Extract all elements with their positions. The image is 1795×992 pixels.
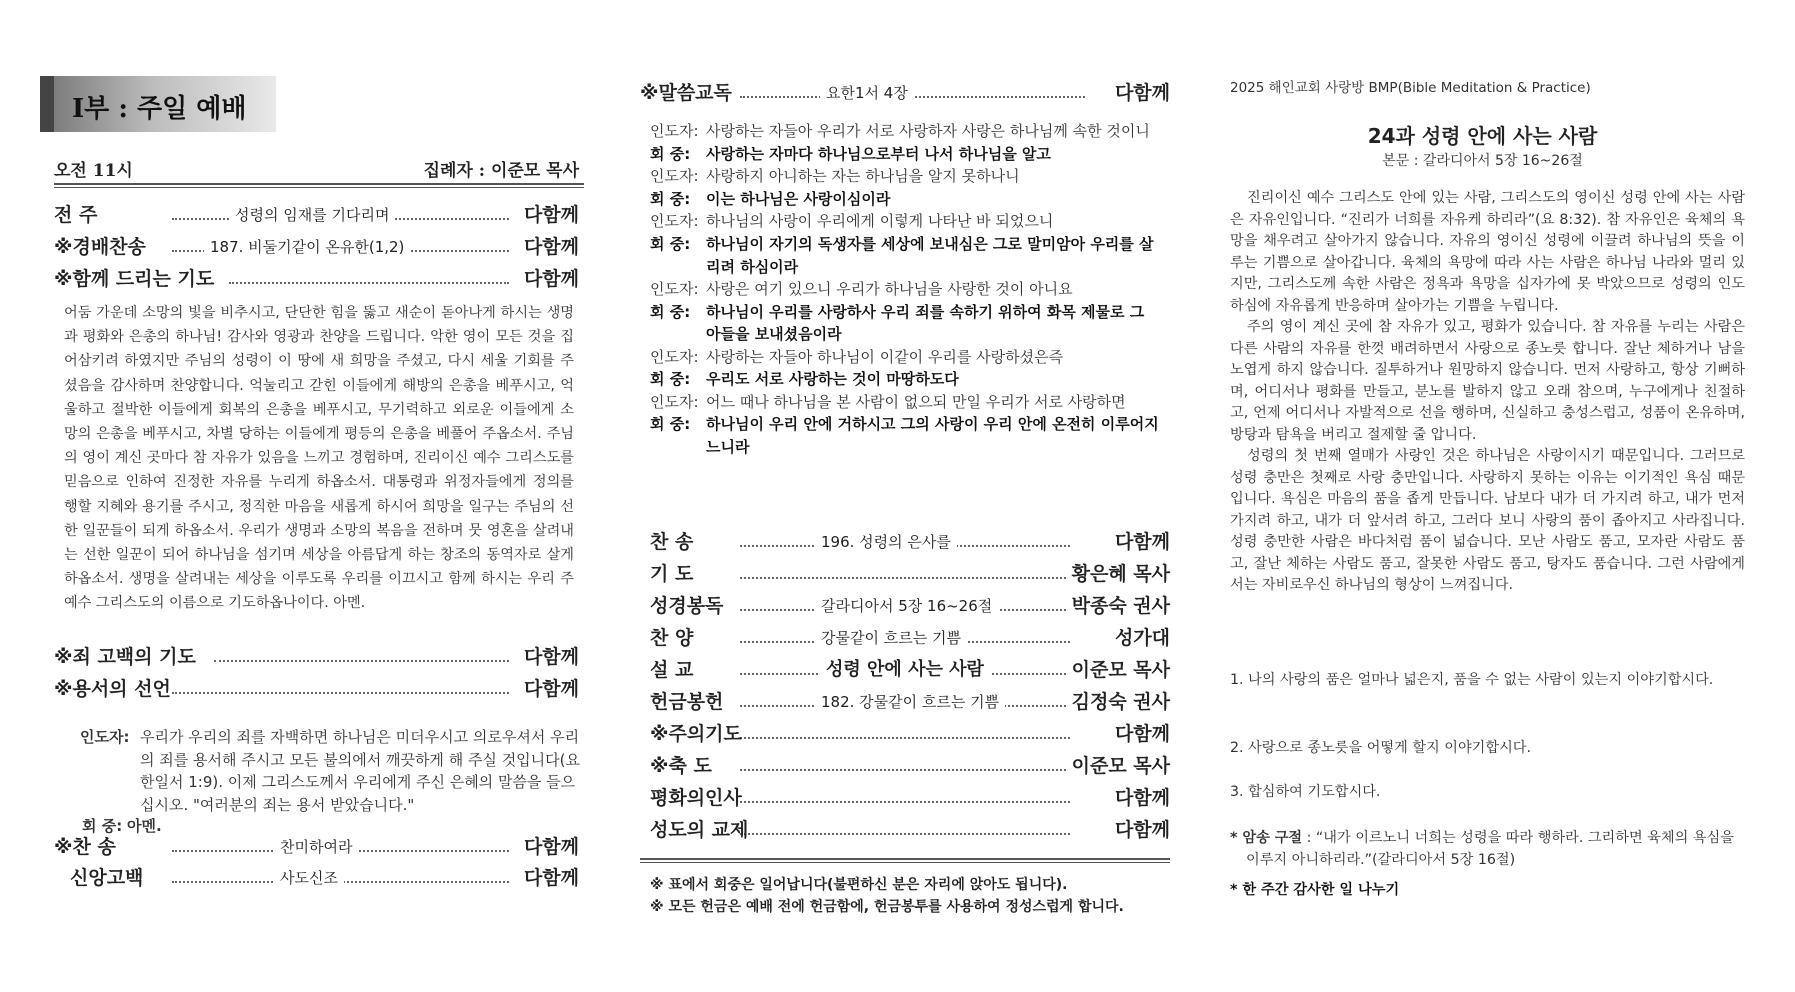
order-item-leader: 이준모 목사 <box>1068 655 1170 685</box>
order-row <box>54 863 579 893</box>
order-item-leader: 다함께 <box>1111 78 1170 108</box>
order-item-label: 기 도 <box>650 563 694 585</box>
reading-text: 하나님이 자기의 독생자를 세상에 보내심은 그로 말미암아 우리를 살리려 하심이라 <box>706 235 1154 276</box>
reading-text: 사랑은 여기 있으니 우리가 하나님을 사랑한 것이 아니요 <box>706 280 1073 298</box>
lesson-paragraph: 주의 영이 계신 곳에 참 자유가 있고, 평화가 있습니다. 참 자유를 누리는 사람은 다른 사람의 자유를 한껏 배려하면서 사랑으로 종노릇 합니다. 잘난 체하거나 남을 노엽게 하지 않습니다. 질투하거나 원망하지 않습니다. 먼저 사랑하고, 항상 기뻐하며, 어디서나 평화를 만들고, 분노를 발하지 않고 오래 참으며, 누구에게나 친절하고, 언제 어디서나 자발적으로 선을 행하며, 신실하고 충성스럽고, 성품이 온유하며, 방탕과 탐욕을 버리고 절제할 줄 압니다. <box>1230 319 1745 443</box>
order-item-leader: 다함께 <box>520 863 579 893</box>
speaker-label: 회 중: <box>650 370 691 389</box>
order-row <box>650 815 1170 845</box>
speaker-label: 인도자: <box>650 122 699 140</box>
order-item-label: ※죄 고백의 기도 <box>54 646 196 668</box>
order-row <box>650 527 1170 557</box>
leader-dots <box>172 692 509 694</box>
order-row <box>650 687 1170 717</box>
order-item-detail: 사도신조 <box>274 863 344 893</box>
reading-text: 하나님이 우리를 사랑하사 우리 죄를 속하기 위하여 화목 제물로 그 아들을 보내셨음이라 <box>706 302 1145 344</box>
order-item-label: ※경배찬송 <box>54 236 146 258</box>
order-item-leader: 김정숙 권사 <box>1068 687 1170 717</box>
reading-text: 하나님이 우리 안에 거하시고 그의 사랑이 우리 안에 온전히 이루어지느니라 <box>706 415 1159 456</box>
order-item-label: 성도의 교제 <box>650 819 749 841</box>
order-row <box>650 719 1170 749</box>
reading-text: 사랑하는 자들아 우리가 서로 사랑하자 사랑은 하나님께 속한 것이니 <box>706 122 1150 140</box>
leader-dots <box>229 282 509 284</box>
order-row <box>650 751 1170 781</box>
order-item-label: 성경봉독 <box>650 595 724 617</box>
order-row <box>54 200 579 230</box>
speaker-label: 회 중: <box>650 415 691 434</box>
order-item-detail: 강물같이 흐르는 기쁨 <box>815 623 967 653</box>
order-item-label: ※주의기도 <box>650 723 742 745</box>
order-item-leader: 다함께 <box>1111 783 1170 813</box>
study-header: 2025 해인교회 사랑방 BMP(Bible Meditation & Practice) <box>1230 80 1591 96</box>
order-item-label: ※용서의 선언 <box>54 678 171 700</box>
leader-dots <box>740 769 1070 771</box>
order-item-label: 설 교 <box>650 659 694 681</box>
reading-text: 어느 때나 하나님을 본 사람이 없으되 만일 우리가 서로 사랑하면 <box>706 392 1126 411</box>
reading-text: 사랑하는 자마다 하나님으로부터 나서 하나님을 알고 <box>706 144 1051 163</box>
absolution-text: 우리가 우리의 죄를 자백하면 하나님은 미더우시고 의로우셔서 우리의 죄를 용서해 주시고 모든 불의에서 깨끗하게 해 주실 것입니다(요한일서 1:9). 이제 그리스도께서 우리에게 주신 은혜의 말씀을 들으십시오. "여러분의 죄는 용서 받았습니다." <box>140 728 580 814</box>
congregation-line <box>650 188 1160 211</box>
order-item-label: ※말씀교독 <box>640 82 732 104</box>
order-row <box>54 264 579 294</box>
speaker-label: 인도자: <box>650 347 699 366</box>
order-item-leader: 다함께 <box>520 674 579 704</box>
order-row <box>650 783 1170 813</box>
speaker-label: 회 중: <box>650 144 691 163</box>
order-item-leader: 황은혜 목사 <box>1068 559 1170 589</box>
reading-text: 이는 하나님은 사랑이심이라 <box>706 189 891 208</box>
section-title: I부 : 주일 예배 <box>40 76 276 132</box>
reading-text: 사랑하는 자들아 하나님이 이같이 우리를 사랑하셨은즉 <box>706 347 1064 366</box>
congregation-line <box>650 233 1160 278</box>
congregation-line <box>650 368 1160 391</box>
speaker-label: 인도자: <box>650 212 699 231</box>
order-item-detail: 182. 강물같이 흐르는 기쁨 <box>815 687 1005 717</box>
order-item-leader: 성가대 <box>1111 623 1170 653</box>
leader-line <box>650 391 1160 414</box>
order-item-leader: 다함께 <box>520 832 579 862</box>
question-2: 2. 사랑으로 종노릇을 어떻게 할지 이야기합시다. <box>1230 740 1531 756</box>
reading-text: 하나님의 사랑이 우리에게 이렇게 나타난 바 되었으니 <box>706 212 1054 231</box>
speaker-label: 인도자: <box>650 392 699 411</box>
congregation-line <box>650 143 1160 166</box>
reading-text: 우리도 서로 사랑하는 것이 마땅하도다 <box>706 370 959 389</box>
order-row <box>54 232 579 262</box>
lesson-title: 24과 성령 안에 사는 사람 <box>1367 124 1598 148</box>
order-item-label: ※찬 송 <box>54 836 116 858</box>
leader-dots <box>740 737 1070 739</box>
order-item-leader: 다함께 <box>1111 815 1170 845</box>
order-item-leader: 다함께 <box>520 264 579 294</box>
absolution <box>80 726 580 816</box>
order-row <box>650 591 1170 621</box>
order-item-label: 신앙고백 <box>70 867 144 889</box>
speaker-label: 회 중: <box>650 235 691 253</box>
order-item-detail: 갈라디아서 5장 16~26절 <box>815 591 998 621</box>
order-item-leader: 다함께 <box>1111 527 1170 557</box>
order-item-detail: 196. 성령의 은사를 <box>815 527 957 557</box>
lesson-paragraph: 성령의 첫 번째 열매가 사랑인 것은 하나님은 사랑이시기 때문입니다. 그러므로 성령 충만은 첫째로 사랑 충만입니다. 사랑하지 못하는 이유는 이기적인 욕심 때문입니다. 욕심은 마음의 품을 좁게 만듭니다. 남보다 내가 더 가지려 하고, 내가 먼저 가지려 하고, 내가 더 앞서려 하고, 그러다 보니 사랑의 품이 좁아지고 사라집니다. 성령 충만한 사람은 바다처럼 품이 넓습니다. 모난 사람도 품고, 모자란 사람도 품고, 잘난 체하는 사람도 품고, 잘못한 사람도 품고, 탕자도 품습니다. 그런 사람에게서는 자비로우신 하나님의 형상이 느껴집니다. <box>1230 448 1745 593</box>
order-item-label: 찬 송 <box>650 531 694 553</box>
order-row <box>640 78 1170 108</box>
order-item-leader: 이준모 목사 <box>1068 751 1170 781</box>
memory-verse-label: * 암송 구절 <box>1230 830 1303 846</box>
order-row <box>54 642 579 672</box>
order-item-label: 전 주 <box>54 204 98 226</box>
officiant: 집례자 : 이준모 목사 <box>423 161 579 181</box>
memory-verse <box>1230 828 1745 871</box>
leader-dots <box>740 833 1070 835</box>
absolution-leader-label: 인도자: <box>80 728 130 746</box>
order-item-leader: 다함께 <box>520 232 579 262</box>
order-item-leader: 다함께 <box>1111 719 1170 749</box>
order-item-label: 평화의인사 <box>650 787 742 809</box>
order-item-detail: 187. 비둘기같이 온유한(1,2) <box>204 232 410 262</box>
order-item-leader: 박종숙 권사 <box>1068 591 1170 621</box>
leader-line <box>650 278 1160 301</box>
note-offering: ※ 모든 헌금은 예배 전에 헌금함에, 헌금봉투를 사용하여 정성스럽게 합니다. <box>650 899 1124 915</box>
absolution-response-text: 아멘. <box>126 817 162 835</box>
leader-line <box>650 210 1160 233</box>
speaker-label: 회 중: <box>650 302 691 321</box>
leader-line <box>650 346 1160 369</box>
order-item-detail: 요한1서 4장 <box>820 78 914 108</box>
order-item-label: 찬 양 <box>650 627 694 649</box>
congregation-line <box>650 413 1160 458</box>
order-row <box>54 674 579 704</box>
order-item-detail: 성령 안에 사는 사람 <box>820 655 990 685</box>
question-3: 3. 합심하여 기도합시다. <box>1230 784 1381 800</box>
question-1: 1. 나의 사랑의 품은 얼마나 넓은지, 품을 수 없는 사람이 있는지 이야기합시다. <box>1230 672 1714 688</box>
divider <box>54 183 584 188</box>
speaker-label: 회 중: <box>650 189 691 208</box>
order-row <box>650 623 1170 653</box>
order-item-leader: 다함께 <box>520 200 579 230</box>
divider <box>640 858 1170 863</box>
leader-dots <box>214 660 509 662</box>
order-item-detail: 성령의 임재를 기다리며 <box>229 200 395 230</box>
leader-line <box>650 120 1160 143</box>
order-row <box>650 559 1170 589</box>
lesson-body <box>1230 188 1745 597</box>
order-item-detail: 찬미하여라 <box>274 832 358 862</box>
sharing-note: * 한 주간 감사한 일 나누기 <box>1230 882 1400 898</box>
congregation-line <box>650 301 1160 346</box>
reading-text: 사랑하지 아니하는 자는 하나님을 알지 못하나니 <box>706 167 1020 186</box>
service-time: 오전 11시 <box>54 161 133 181</box>
order-item-leader: 다함께 <box>520 642 579 672</box>
notes <box>650 874 1170 918</box>
leader-dots <box>740 577 1070 579</box>
prayer-text: 어둠 가운데 소망의 빛을 비추시고, 단단한 힘을 뚫고 새순이 돋아나게 하시는 생명과 평화와 은총의 하나님! 감사와 영광과 찬양을 드립니다. 악한 영이 모든 것을 집어삼키려 하였지만 주님의 성령이 이 땅에 새 희망을 주셨고, 다시 세울 기회를 주셨음을 감사하며 찬양합니다. 억눌리고 갇힌 이들에게 해방의 은총을 베푸시고, 억울하고 절박한 이들에게 회복의 은총을 베푸시고, 무기력하고 외로운 이들에게 소망의 은총을 베푸시고, 차별 당하는 이들에게 평등의 은총을 베풀어 주옵소서. 주님의 영이 계신 곳마다 참 자유가 있음을 느끼고 경험하며, 진리이신 예수 그리스도를 믿음으로 인하여 진정한 자유를 누리게 하옵소서. 대통령과 위정자들에게 정의를 행할 지혜와 용기를 주시고, 정직한 마음을 새롭게 하시어 희망을 일구는 주님의 선한 일꾼들이 되게 하옵소서. 우리가 생명과 소망의 복음을 전하며 뭇 영혼을 살려내는 선한 일꾼이 되어 하나님을 섬기며 세상을 아름답게 하는 창조의 동역자로 살게 하옵소서. 생명을 살려내는 세상을 이루도록 우리를 이끄시고 함께 하시는 우리 주 예수 그리스도의 이름으로 기도하옵나이다. 아멘. <box>64 305 574 612</box>
order-row <box>54 832 579 862</box>
order-item-label: ※함께 드리는 기도 <box>54 268 215 290</box>
speaker-label: 인도자: <box>650 280 699 298</box>
speaker-label: 인도자: <box>650 167 699 186</box>
order-item-label: 헌금봉헌 <box>650 691 724 713</box>
memory-verse-text: : “내가 이르노니 너희는 성령을 따라 행하라. 그리하면 육체의 욕심을 이루지 아니하리라.”(갈라디아서 5장 16절) <box>1246 830 1734 868</box>
scripture-reference: 본문 : 갈라디아서 5장 16~26절 <box>1382 153 1583 169</box>
lesson-paragraph: 진리이신 예수 그리스도 안에 있는 사람, 그리스도의 영이신 성령 안에 사는 사람은 자유인입니다. “진리가 너희를 자유케 하리라”(요 8:32). 참 자유인은 육체의 욕망을 채우려고 살아가지 않습니다. 자유의 영이신 성령에 이끌려 하나님의 뜻을 이루는 기쁨으로 살아갑니다. 육체의 욕망에 따라 사는 사람은 하나님 나라와 멀리 있지만, 그리스도께 속한 사람은 정욕과 욕망을 십자가에 못 박았으므로 성령의 인도하심에 자유롭게 반응하며 살아가는 기쁨을 누립니다. <box>1230 190 1745 314</box>
order-row <box>650 655 1170 685</box>
order-item-label: ※축 도 <box>650 755 712 777</box>
note-standing: ※ 표에서 회중은 일어납니다(불편하신 분은 자리에 앉아도 됩니다). <box>650 877 1068 893</box>
leader-dots <box>740 801 1070 803</box>
absolution-response-label: 회 중: <box>82 817 123 835</box>
leader-line <box>650 165 1160 188</box>
service-time-row <box>54 156 579 181</box>
